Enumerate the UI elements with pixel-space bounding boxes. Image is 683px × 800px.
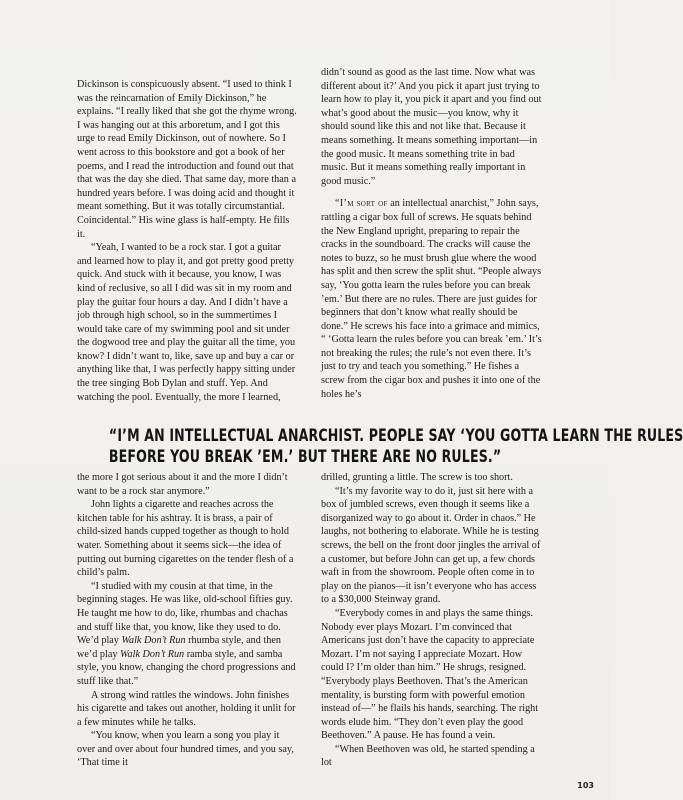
paragraph-text: rhumba style, and then we’d play — [77, 635, 281, 660]
paragraph: “When Beethoven was old, he started spending a lot — [321, 743, 535, 769]
page-number: 103 — [577, 781, 594, 790]
column-top-right — [321, 66, 543, 401]
song-title: Walk Don’t Run — [121, 635, 186, 647]
paragraph: Dickinson is conspicuously absent. “I used to think I was the reincarnation of Emily Dickinson,” he explains. “I really liked that she got the rhyme wrong. I was hanging out at this arboretum, and I got this urge to read Emily Dickinson, out of nowhere. So I went across to this bookstore and got a book of her poems, and I read the introduction and found out that that was the day she died. That same day, more than a hundred years before. I was doing acid and thought it meant something. But it was totally circumstantial. Coincidental.” His wine glass is half-empty. He fills it. — [77, 79, 297, 240]
paragraph: didn’t sound as good as the last time. Now what was different about it?’ And you pick it apart just trying to learn how to play it, you pick it apart and you find out what’s good about the music—you know, why it should sound like this and not like that. Because it means something. It means something important—in the good music. It means something trite in bad music. But it means something really important in good music.” — [321, 67, 542, 187]
paragraph: “It’s my favorite way to do it, just sit here with a box of jumbled screws, even though it seems like a disorganized way to go about it. Order in chaos.” He laughs, not bothering to elaborate. While he is testing screws, the bell on the front door jingles the arrival of a customer, but before John can get up, a few chords waft in from the showroom. People often come in to play on the pianos—it isn’t everyone who has access to a $30,000 Steinway grand. — [321, 485, 541, 606]
pull-quote-line: BEFORE YOU BREAK ’EM.’ BUT THERE ARE NO RULES.” — [108, 447, 502, 467]
paragraph — [321, 197, 543, 401]
paragraph: drilled, grunting a little. The screw is too short. — [321, 472, 513, 483]
paragraph: A strong wind rattles the windows. John finishes his cigarette and takes out another, holding it unlit for a few minutes while he talks. — [77, 689, 296, 728]
small-caps-lead-in: “I’m sort of — [335, 198, 388, 210]
column-bottom-right — [321, 471, 543, 770]
paragraph: “Yeah, I wanted to be a rock star. I got a guitar and learned how to play it, and got pretty good pretty quick. And stuck with it because, you know, I was kind of reclusive, so all I did was sit in my room and play the guitar four hours a day. And I didn’t have a job through high school, so in the summertimes I would take care of my swimming pool and sit under the dogwood tree and play the guitar all the time, you know? I didn’t want to, like, save up and buy a car or anything like that, I was perfectly happy sitting under the tree singing Bob Dylan and stuff. Yep. And watching the pool. Eventually, the more I learned, — [77, 242, 296, 403]
column-top-left — [77, 78, 297, 404]
pull-quote — [108, 426, 683, 468]
pull-quote-line: “I’M AN INTELLECTUAL ANARCHIST. PEOPLE SAY ‘YOU GOTTA LEARN THE RULES — [108, 426, 683, 446]
column-bottom-left — [77, 471, 297, 770]
paragraph-text: an intellectual anarchist,” John says, rattling a cigar box full of screws. He squats behind the New England upright, preparing to repair the cracks in the soundboard. The cracks will cause the notes to buzz, so he must brush glue where the wood has split and then screw the split shut. “People always say, ‘You gotta learn the rules before you can break ’em.’ But there are no rules. There are just guides for beginners that don’t know what really should be done.” He screws his face into a grimace and mimics, “ ‘Gotta learn the rules before you can break ’em.’ It’s not breaking the rules; the rule’s not even there. It’s just to try and teach you something.” He fishes a screw from the cigar box and pushes it into one of the holes he’s — [321, 198, 542, 400]
paragraph-text: “I studied with my cousin at that time, in the beginning stages. He was like, old-school fifties guy. He taught me how to do, like, rhumbas and chachas and stuff like that, you know, like they used to do. We’d play — [77, 580, 293, 647]
song-title: Walk Don’t Run — [120, 648, 185, 660]
paragraph: “Everybody comes in and plays the same things. Nobody ever plays Mozart. I’m convinced that Americans just don’t have the capacity to appreciate Mozart. I’m not saying I appreciate Mozart. How could I? I’m older than him.” He shrugs, resigned. “Everybody plays Beethoven. That’s the American mentality, is bursting form with powerful emotion instead of—” he flails his hands, searching. The right words elude him. “They don’t even play the good Beethoven.” A pause. He has found a vein. — [321, 607, 539, 742]
paragraph: John lights a cigarette and reaches across the kitchen table for his ashtray. It is brass, a pair of child-sized hands cupped together as though to hold water. Something about it seems sick—the idea of putting out burning cigarettes on the tender flesh of a child’s palm. — [77, 499, 294, 579]
paragraph-text: ramba style, and samba style, you know, changing the chord progressions and stuff like that.” — [77, 648, 296, 687]
paragraph — [77, 580, 297, 689]
paragraph: the more I got serious about it and the more I didn’t want to be a rock star anymore.” — [77, 472, 288, 497]
paragraph: “You know, when you learn a song you play it over and over about four hundred times, and you say, ‘That time it — [77, 730, 294, 769]
